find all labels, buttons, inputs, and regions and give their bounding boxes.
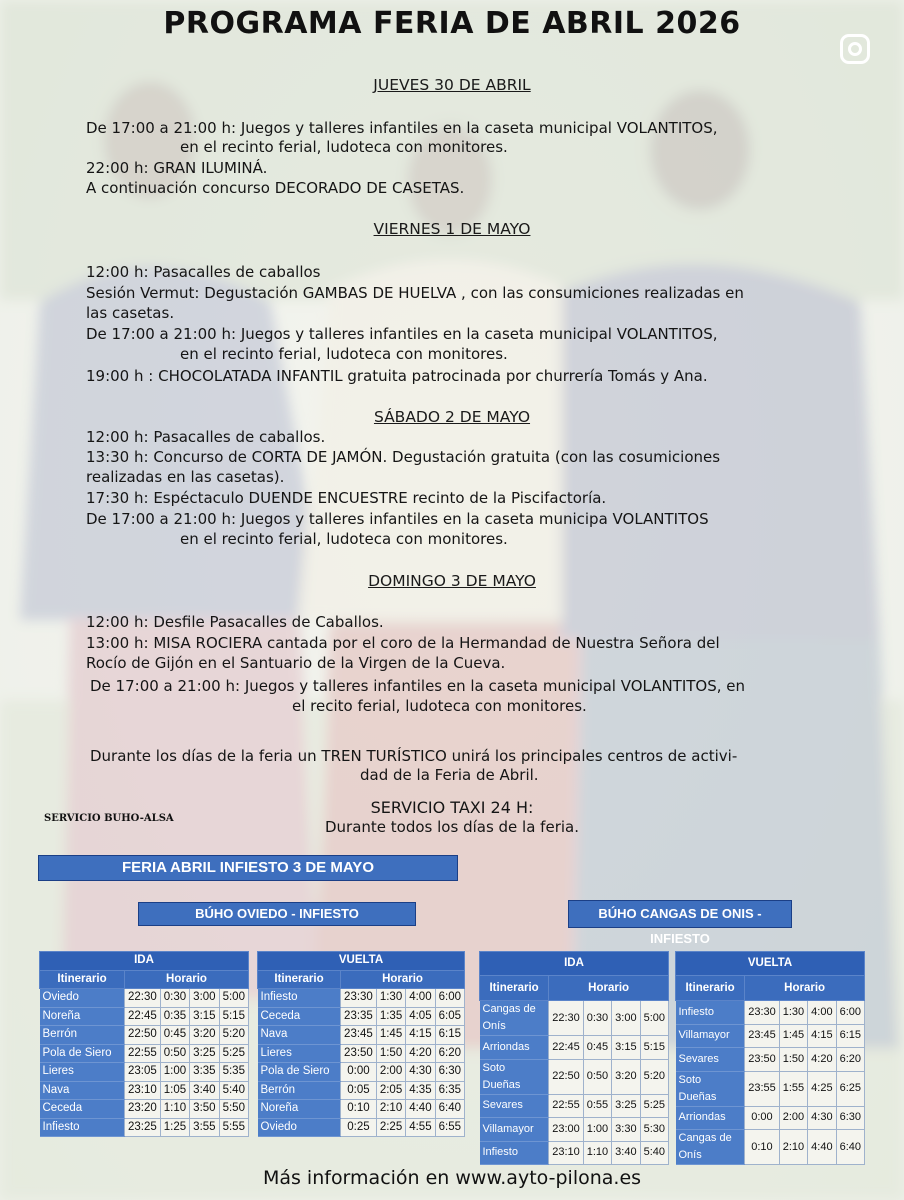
time-cell: 3:35 (190, 1063, 219, 1082)
table-row (258, 989, 465, 1008)
time-cell: 3:15 (190, 1007, 219, 1026)
table-row (40, 1118, 249, 1137)
table-row (258, 1063, 465, 1082)
time-cell: 5:00 (219, 989, 248, 1008)
table-row (258, 1081, 465, 1100)
program-line: Sesión Vermut: Degustación GAMBAS DE HUELVA , con las consumiciones realizadas en (86, 284, 744, 302)
time-cell: 0:50 (583, 1059, 611, 1094)
program-line: De 17:00 a 21:00 h: Juegos y talleres infantiles en la caseta municipal VOLANTITOS, en (90, 677, 746, 695)
stop-name: Berrón (258, 1081, 341, 1100)
table-oviedo-vuelta (257, 951, 465, 1137)
stop-name: Arriondas (676, 1106, 745, 1130)
time-cell: 4:55 (406, 1118, 435, 1137)
time-cell: 4:30 (406, 1063, 435, 1082)
time-cell: 22:55 (125, 1044, 161, 1063)
stop-name: Ceceda (40, 1100, 125, 1119)
stop-name: Pola de Siero (258, 1063, 341, 1082)
time-cell: 4:35 (406, 1081, 435, 1100)
time-cell: 0:05 (341, 1081, 377, 1100)
stop-name: Nava (258, 1026, 341, 1045)
time-cell: 4:15 (406, 1026, 435, 1045)
table-row (480, 1001, 669, 1036)
col-itinerario: Itinerario (676, 976, 745, 1001)
time-cell: 1:30 (376, 989, 405, 1008)
time-cell: 6:35 (435, 1081, 464, 1100)
time-cell: 0:25 (341, 1118, 377, 1137)
time-cell: 23:30 (341, 989, 377, 1008)
table-row (676, 1024, 865, 1048)
stop-name: Sevares (676, 1048, 745, 1072)
stop-name: Oviedo (258, 1118, 341, 1137)
time-cell: 22:30 (549, 1001, 584, 1036)
time-cell: 3:25 (612, 1094, 640, 1118)
time-cell: 23:50 (341, 1044, 377, 1063)
time-cell: 5:40 (219, 1081, 248, 1100)
time-cell: 1:10 (583, 1141, 611, 1165)
program-line: De 17:00 a 21:00 h: Juegos y talleres infantiles en la caseta municipa VOLANTITOS (86, 510, 709, 528)
time-cell: 0:00 (341, 1063, 377, 1082)
time-cell: 6:20 (435, 1044, 464, 1063)
time-cell: 3:55 (190, 1118, 219, 1137)
heading-domingo: DOMINGO 3 DE MAYO (368, 572, 536, 590)
time-cell: 4:25 (808, 1071, 836, 1106)
buho-alsa-label: SERVICIO BUHO-ALSA (44, 813, 174, 824)
time-cell: 23:10 (549, 1141, 584, 1165)
time-cell: 5:00 (640, 1001, 668, 1036)
time-cell: 1:30 (779, 1001, 807, 1025)
table-row (258, 1007, 465, 1026)
time-cell: 2:00 (376, 1063, 405, 1082)
program-line: 12:00 h: Pasacalles de caballos. (86, 428, 326, 446)
time-cell: 4:20 (406, 1044, 435, 1063)
table-row (258, 1100, 465, 1119)
program-line: en el recinto ferial, ludoteca con monitores. (180, 345, 508, 363)
program-line: 12:00 h: Pasacalles de caballos (86, 263, 321, 281)
table-row (480, 1059, 669, 1094)
program-line: realizadas en las casetas). (86, 468, 285, 486)
program-line: las casetas. (86, 304, 175, 322)
time-cell: 22:30 (125, 989, 161, 1008)
time-cell: 6:25 (836, 1071, 864, 1106)
time-cell: 1:10 (160, 1100, 189, 1119)
time-cell: 23:35 (341, 1007, 377, 1026)
time-cell: 6:20 (836, 1048, 864, 1072)
time-cell: 3:20 (612, 1059, 640, 1094)
stop-name: Pola de Siero (40, 1044, 125, 1063)
program-line: en el recinto ferial, ludoteca con monitores. (180, 138, 508, 156)
time-cell: 0:00 (745, 1106, 780, 1130)
time-cell: 6:40 (435, 1100, 464, 1119)
stop-name: Noreña (40, 1007, 125, 1026)
time-cell: 6:30 (836, 1106, 864, 1130)
time-cell: 22:45 (549, 1036, 584, 1060)
time-cell: 5:40 (640, 1141, 668, 1165)
cangas-banner: BÚHO CANGAS DE ONIS - INFIESTO (568, 900, 792, 928)
time-cell: 5:25 (219, 1044, 248, 1063)
time-cell: 4:05 (406, 1007, 435, 1026)
stop-name: Lieres (258, 1044, 341, 1063)
time-cell: 3:00 (190, 989, 219, 1008)
time-cell: 1:05 (160, 1081, 189, 1100)
table-cangas-vuelta (675, 951, 865, 1165)
time-cell: 1:50 (376, 1044, 405, 1063)
stop-name: Infiesto (40, 1118, 125, 1137)
time-cell: 1:00 (160, 1063, 189, 1082)
tren-line: Durante los días de la feria un TREN TURÍSTICO unirá los principales centros de activi- (90, 747, 738, 765)
table-row (480, 1094, 669, 1118)
col-itinerario: Itinerario (40, 970, 125, 989)
time-cell: 6:15 (435, 1026, 464, 1045)
stop-name: Arriondas (480, 1036, 549, 1060)
col-itinerario: Itinerario (480, 976, 549, 1001)
time-cell: 4:30 (808, 1106, 836, 1130)
stop-name: Noreña (258, 1100, 341, 1119)
program-line: Rocío de Gijón en el Santuario de la Virgen de la Cueva. (86, 654, 506, 672)
time-cell: 23:30 (745, 1001, 780, 1025)
time-cell: 22:50 (549, 1059, 584, 1094)
program-line: 19:00 h : CHOCOLATADA INFANTIL gratuita patrocinada por churrería Tomás y Ana. (86, 367, 708, 385)
time-cell: 0:30 (583, 1001, 611, 1036)
page-title: PROGRAMA FERIA DE ABRIL 2026 (163, 6, 741, 41)
time-cell: 2:25 (376, 1118, 405, 1137)
time-cell: 0:35 (160, 1007, 189, 1026)
time-cell: 0:10 (341, 1100, 377, 1119)
table-row (40, 1026, 249, 1045)
stop-name: Infiesto (676, 1001, 745, 1025)
oviedo-banner: BÚHO OVIEDO - INFIESTO (138, 902, 416, 926)
time-cell: 3:50 (190, 1100, 219, 1119)
time-cell: 4:15 (808, 1024, 836, 1048)
time-cell: 23:25 (125, 1118, 161, 1137)
stop-name: Lieres (40, 1063, 125, 1082)
time-cell: 0:45 (160, 1026, 189, 1045)
table-row (40, 989, 249, 1008)
footer-info: Más información en www.ayto-pilona.es (262, 1167, 642, 1189)
program-line: 13:00 h: MISA ROCIERA cantada por el coro de la Hermandad de Nuestra Señora del (86, 634, 720, 652)
time-cell: 5:15 (640, 1036, 668, 1060)
stop-name: Ceceda (258, 1007, 341, 1026)
time-cell: 2:00 (779, 1106, 807, 1130)
col-horario: Horario (125, 970, 249, 989)
time-cell: 2:10 (779, 1130, 807, 1165)
time-cell: 6:40 (836, 1130, 864, 1165)
stop-name: Sevares (480, 1094, 549, 1118)
time-cell: 23:05 (125, 1063, 161, 1082)
time-cell: 22:55 (549, 1094, 584, 1118)
time-cell: 3:00 (612, 1001, 640, 1036)
stop-name: Soto Dueñas (676, 1071, 745, 1106)
time-cell: 3:25 (190, 1044, 219, 1063)
time-cell: 0:45 (583, 1036, 611, 1060)
table-row (40, 1007, 249, 1026)
time-cell: 23:55 (745, 1071, 780, 1106)
time-cell: 23:45 (745, 1024, 780, 1048)
time-cell: 3:40 (190, 1081, 219, 1100)
time-cell: 5:20 (219, 1026, 248, 1045)
table-oviedo-ida (39, 951, 249, 1137)
table-cangas-ida (479, 951, 669, 1165)
time-cell: 4:40 (808, 1130, 836, 1165)
table-label: IDA (40, 952, 249, 971)
table-row (676, 1130, 865, 1165)
time-cell: 6:05 (435, 1007, 464, 1026)
time-cell: 0:10 (745, 1130, 780, 1165)
time-cell: 6:00 (435, 989, 464, 1008)
time-cell: 6:55 (435, 1118, 464, 1137)
program-line: A continuación concurso DECORADO DE CASETAS. (86, 179, 465, 197)
program-line: el recito ferial, ludoteca con monitores. (292, 697, 587, 715)
col-horario: Horario (341, 970, 465, 989)
stop-name: Villamayor (480, 1118, 549, 1142)
table-row (480, 1036, 669, 1060)
table-row (676, 1106, 865, 1130)
table-row (258, 1044, 465, 1063)
program-line: 12:00 h: Desfile Pasacalles de Caballos. (86, 613, 384, 631)
time-cell: 23:10 (125, 1081, 161, 1100)
time-cell: 23:45 (341, 1026, 377, 1045)
table-row (40, 1063, 249, 1082)
time-cell: 0:30 (160, 989, 189, 1008)
heading-jueves: JUEVES 30 DE ABRIL (373, 76, 531, 94)
stop-name: Cangas de Onís (676, 1130, 745, 1165)
table-row (40, 1044, 249, 1063)
taxi-title: SERVICIO TAXI 24 H: (370, 798, 534, 817)
time-cell: 4:00 (406, 989, 435, 1008)
col-itinerario: Itinerario (258, 970, 341, 989)
time-cell: 22:45 (125, 1007, 161, 1026)
time-cell: 4:20 (808, 1048, 836, 1072)
time-cell: 1:35 (376, 1007, 405, 1026)
time-cell: 1:45 (376, 1026, 405, 1045)
stop-name: Infiesto (480, 1141, 549, 1165)
table-row (676, 1001, 865, 1025)
program-line: 13:30 h: Concurso de CORTA DE JAMÓN. Degustación gratuita (con las cosumiciones (86, 448, 721, 466)
heading-viernes: VIERNES 1 DE MAYO (373, 220, 531, 238)
stop-name: Oviedo (40, 989, 125, 1008)
time-cell: 3:20 (190, 1026, 219, 1045)
table-row (40, 1100, 249, 1119)
time-cell: 5:50 (219, 1100, 248, 1119)
time-cell: 5:25 (640, 1094, 668, 1118)
time-cell: 4:40 (406, 1100, 435, 1119)
stop-name: Villamayor (676, 1024, 745, 1048)
time-cell: 3:15 (612, 1036, 640, 1060)
program-line: De 17:00 a 21:00 h: Juegos y talleres infantiles en la caseta municipal VOLANTITOS, (86, 325, 718, 343)
time-cell: 5:20 (640, 1059, 668, 1094)
time-cell: 3:40 (612, 1141, 640, 1165)
time-cell: 4:00 (808, 1001, 836, 1025)
time-cell: 0:55 (583, 1094, 611, 1118)
program-line: 22:00 h: GRAN ILUMINÁ. (86, 159, 268, 177)
time-cell: 1:50 (779, 1048, 807, 1072)
table-row (480, 1118, 669, 1142)
time-cell: 5:55 (219, 1118, 248, 1137)
table-row (258, 1026, 465, 1045)
table-label: IDA (480, 952, 669, 976)
program-line: De 17:00 a 21:00 h: Juegos y talleres infantiles en la caseta municipal VOLANTITOS, (86, 119, 718, 137)
table-row (40, 1081, 249, 1100)
table-row (676, 1071, 865, 1106)
col-horario: Horario (549, 976, 669, 1001)
time-cell: 6:30 (435, 1063, 464, 1082)
table-label: VUELTA (258, 952, 465, 971)
stop-name: Soto Dueñas (480, 1059, 549, 1094)
time-cell: 0:50 (160, 1044, 189, 1063)
time-cell: 2:10 (376, 1100, 405, 1119)
time-cell: 5:15 (219, 1007, 248, 1026)
stop-name: Berrón (40, 1026, 125, 1045)
time-cell: 1:45 (779, 1024, 807, 1048)
time-cell: 23:20 (125, 1100, 161, 1119)
time-cell: 5:30 (640, 1118, 668, 1142)
time-cell: 23:50 (745, 1048, 780, 1072)
table-label: VUELTA (676, 952, 865, 976)
time-cell: 1:55 (779, 1071, 807, 1106)
program-line: en el recinto ferial, ludoteca con monitores. (180, 530, 508, 548)
time-cell: 5:35 (219, 1063, 248, 1082)
time-cell: 22:50 (125, 1026, 161, 1045)
taxi-text: Durante todos los días de la feria. (325, 818, 579, 836)
time-cell: 2:05 (376, 1081, 405, 1100)
stop-name: Cangas de Onís (480, 1001, 549, 1036)
time-cell: 1:25 (160, 1118, 189, 1137)
time-cell: 6:15 (836, 1024, 864, 1048)
time-cell: 23:00 (549, 1118, 584, 1142)
col-horario: Horario (745, 976, 865, 1001)
table-row (676, 1048, 865, 1072)
time-cell: 1:00 (583, 1118, 611, 1142)
feria-banner: FERIA ABRIL INFIESTO 3 DE MAYO (38, 855, 458, 881)
time-cell: 3:30 (612, 1118, 640, 1142)
stop-name: Infiesto (258, 989, 341, 1008)
table-row (258, 1118, 465, 1137)
stop-name: Nava (40, 1081, 125, 1100)
tren-line: dad de la Feria de Abril. (360, 766, 539, 784)
time-cell: 6:00 (836, 1001, 864, 1025)
heading-sabado: SÁBADO 2 DE MAYO (373, 408, 531, 426)
table-row (480, 1141, 669, 1165)
program-line: 17:30 h: Espéctaculo DUENDE ENCUESTRE recinto de la Piscifactoría. (86, 489, 607, 507)
